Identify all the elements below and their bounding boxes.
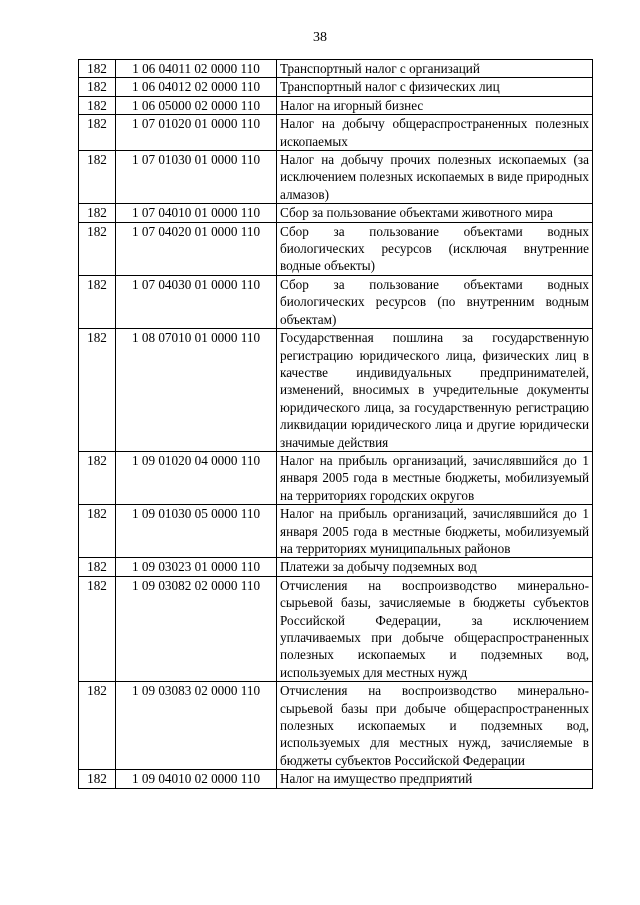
admin-code-cell: 182 [79,505,116,558]
table-row [79,505,593,558]
budget-code-cell: 1 09 04010 02 0000 110 [116,770,277,788]
budget-classification-table [78,59,593,789]
budget-code-cell: 1 09 01030 05 0000 110 [116,505,277,558]
table-row [79,60,593,78]
revenue-name-cell: Сбор за пользование объектами животного мира [277,204,593,222]
budget-code-cell: 1 08 07010 01 0000 110 [116,329,277,452]
admin-code-cell: 182 [79,96,116,114]
revenue-name-cell: Налог на прибыль организаций, зачислявшийся до 1 января 2005 года в местные бюджеты, мобилизуемый на территориях муниципальных районов [277,505,593,558]
table-row [79,115,593,151]
admin-code-cell: 182 [79,60,116,78]
admin-code-cell: 182 [79,204,116,222]
table-row [79,770,593,788]
table-row [79,78,593,96]
admin-code-cell: 182 [79,682,116,770]
admin-code-cell: 182 [79,558,116,576]
revenue-name-cell: Отчисления на воспроизводство минерально-сырьевой базы, зачисляемые в бюджеты субъектов Российской Федерации, за исключением уплачиваемых при добыче общераспространенных полезных ископаемых и подземных вод, используемых для местных нужд [277,576,593,681]
admin-code-cell: 182 [79,576,116,681]
budget-code-cell: 1 06 04011 02 0000 110 [116,60,277,78]
table-row [79,576,593,681]
budget-code-cell: 1 09 01020 04 0000 110 [116,451,277,504]
budget-code-cell: 1 09 03083 02 0000 110 [116,682,277,770]
revenue-name-cell: Сбор за пользование объектами водных биологических ресурсов (исключая внутренние водные объекты) [277,222,593,275]
budget-code-cell: 1 09 03082 02 0000 110 [116,576,277,681]
table-row [79,451,593,504]
page-number: 38 [313,30,327,45]
revenue-name-cell: Налог на прибыль организаций, зачислявшийся до 1 января 2005 года в местные бюджеты, мобилизуемый на территориях городских округов [277,451,593,504]
revenue-name-cell: Налог на игорный бизнес [277,96,593,114]
budget-code-cell: 1 06 05000 02 0000 110 [116,96,277,114]
revenue-name-cell: Платежи за добычу подземных вод [277,558,593,576]
admin-code-cell: 182 [79,151,116,204]
admin-code-cell: 182 [79,222,116,275]
table-row [79,275,593,328]
revenue-name-cell: Сбор за пользование объектами водных биологических ресурсов (по внутренним водным объектам) [277,275,593,328]
table-row [79,204,593,222]
admin-code-cell: 182 [79,275,116,328]
table-row [79,151,593,204]
budget-code-cell: 1 07 04030 01 0000 110 [116,275,277,328]
table-row [79,682,593,770]
table-row [79,329,593,452]
admin-code-cell: 182 [79,115,116,151]
budget-code-cell: 1 07 04010 01 0000 110 [116,204,277,222]
revenue-name-cell: Налог на добычу общераспространенных полезных ископаемых [277,115,593,151]
budget-code-cell: 1 09 03023 01 0000 110 [116,558,277,576]
table-row [79,558,593,576]
revenue-name-cell: Транспортный налог с физических лиц [277,78,593,96]
revenue-name-cell: Налог на имущество предприятий [277,770,593,788]
revenue-name-cell: Отчисления на воспроизводство минерально-сырьевой базы при добыче общераспространенных полезных ископаемых и подземных вод, используемых для местных нужд, зачисляемые в бюджеты субъектов Российской Федерации [277,682,593,770]
budget-code-cell: 1 07 04020 01 0000 110 [116,222,277,275]
table-row [79,222,593,275]
revenue-name-cell: Налог на добычу прочих полезных ископаемых (за исключением полезных ископаемых в виде природных алмазов) [277,151,593,204]
admin-code-cell: 182 [79,78,116,96]
budget-code-cell: 1 07 01030 01 0000 110 [116,151,277,204]
budget-code-cell: 1 06 04012 02 0000 110 [116,78,277,96]
admin-code-cell: 182 [79,329,116,452]
table-row [79,96,593,114]
revenue-name-cell: Транспортный налог с организаций [277,60,593,78]
revenue-name-cell: Государственная пошлина за государственную регистрацию юридического лица, физических лиц в качестве индивидуальных предпринимателей, изменений, вносимых в учредительные документы юридического лица, за государственную регистрацию ликвидации юридического лица и другие юридически значимые действия [277,329,593,452]
budget-code-cell: 1 07 01020 01 0000 110 [116,115,277,151]
admin-code-cell: 182 [79,451,116,504]
admin-code-cell: 182 [79,770,116,788]
